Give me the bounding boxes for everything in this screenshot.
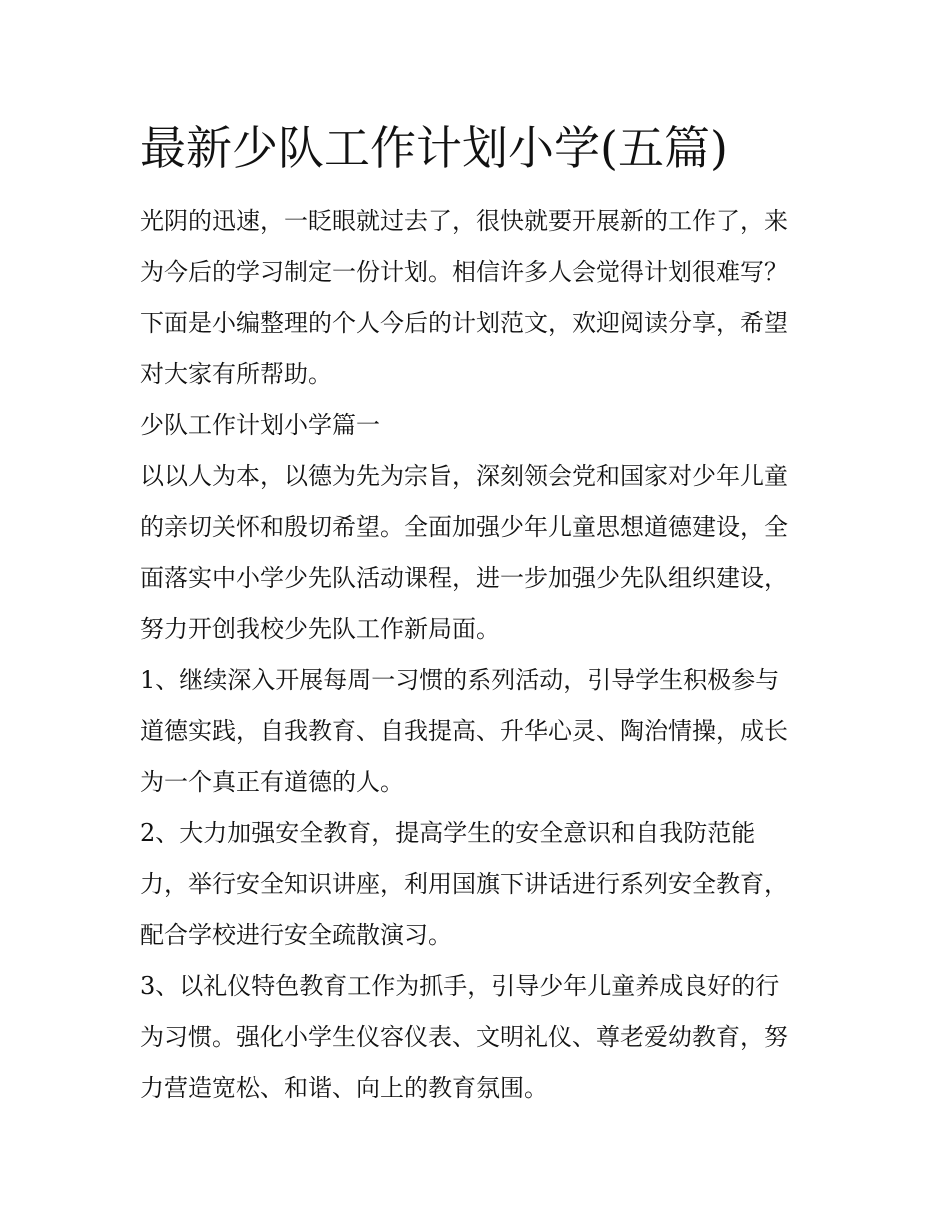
document-content <box>140 110 820 1114</box>
list-item-line: 配合学校进行安全疏散演习。 <box>140 921 452 949</box>
list-item-line: 道德实践，自我教育、自我提高、升华心灵、陶治情操，成长 <box>140 717 788 745</box>
paragraph-line: 面落实中小学少先队活动课程，进一步加强少先队组织建设， <box>140 564 788 592</box>
paragraph-line: 的亲切关怀和殷切希望。全面加强少年儿童思想道德建设，全 <box>140 513 788 541</box>
list-item-line: 1、继续深入开展每周一习惯的系列活动，引导学生积极参与 <box>140 666 780 694</box>
list-item-line: 力，举行安全知识讲座，利用国旗下讲话进行系列安全教育， <box>140 870 788 898</box>
list-item-line: 2、大力加强安全教育，提高学生的安全意识和自我防范能 <box>140 819 756 847</box>
document-title: 最新少队工作计划小学(五篇) <box>140 121 728 175</box>
list-item-line: 力营造宽松、和谐、向上的教育氛围。 <box>140 1074 548 1102</box>
paragraph-line: 以以人为本，以德为先为宗旨，深刻领会党和国家对少年儿童 <box>140 462 788 490</box>
paragraph-line: 光阴的迅速，一眨眼就过去了，很快就要开展新的工作了，来 <box>140 207 788 235</box>
section-heading: 少队工作计划小学篇一 <box>140 411 380 439</box>
list-item-line: 3、以礼仪特色教育工作为抓手，引导少年儿童养成良好的行 <box>140 972 780 1000</box>
paragraph-line: 下面是小编整理的个人今后的计划范文，欢迎阅读分享，希望 <box>140 309 788 337</box>
list-item-line: 为习惯。强化小学生仪容仪表、文明礼仪、尊老爱幼教育，努 <box>140 1023 788 1051</box>
paragraph-line: 努力开创我校少先队工作新局面。 <box>140 615 500 643</box>
paragraph-line: 对大家有所帮助。 <box>140 360 332 388</box>
paragraph-line: 为今后的学习制定一份计划。相信许多人会觉得计划很难写？ <box>140 258 788 286</box>
list-item-line: 为一个真正有道德的人。 <box>140 768 404 796</box>
